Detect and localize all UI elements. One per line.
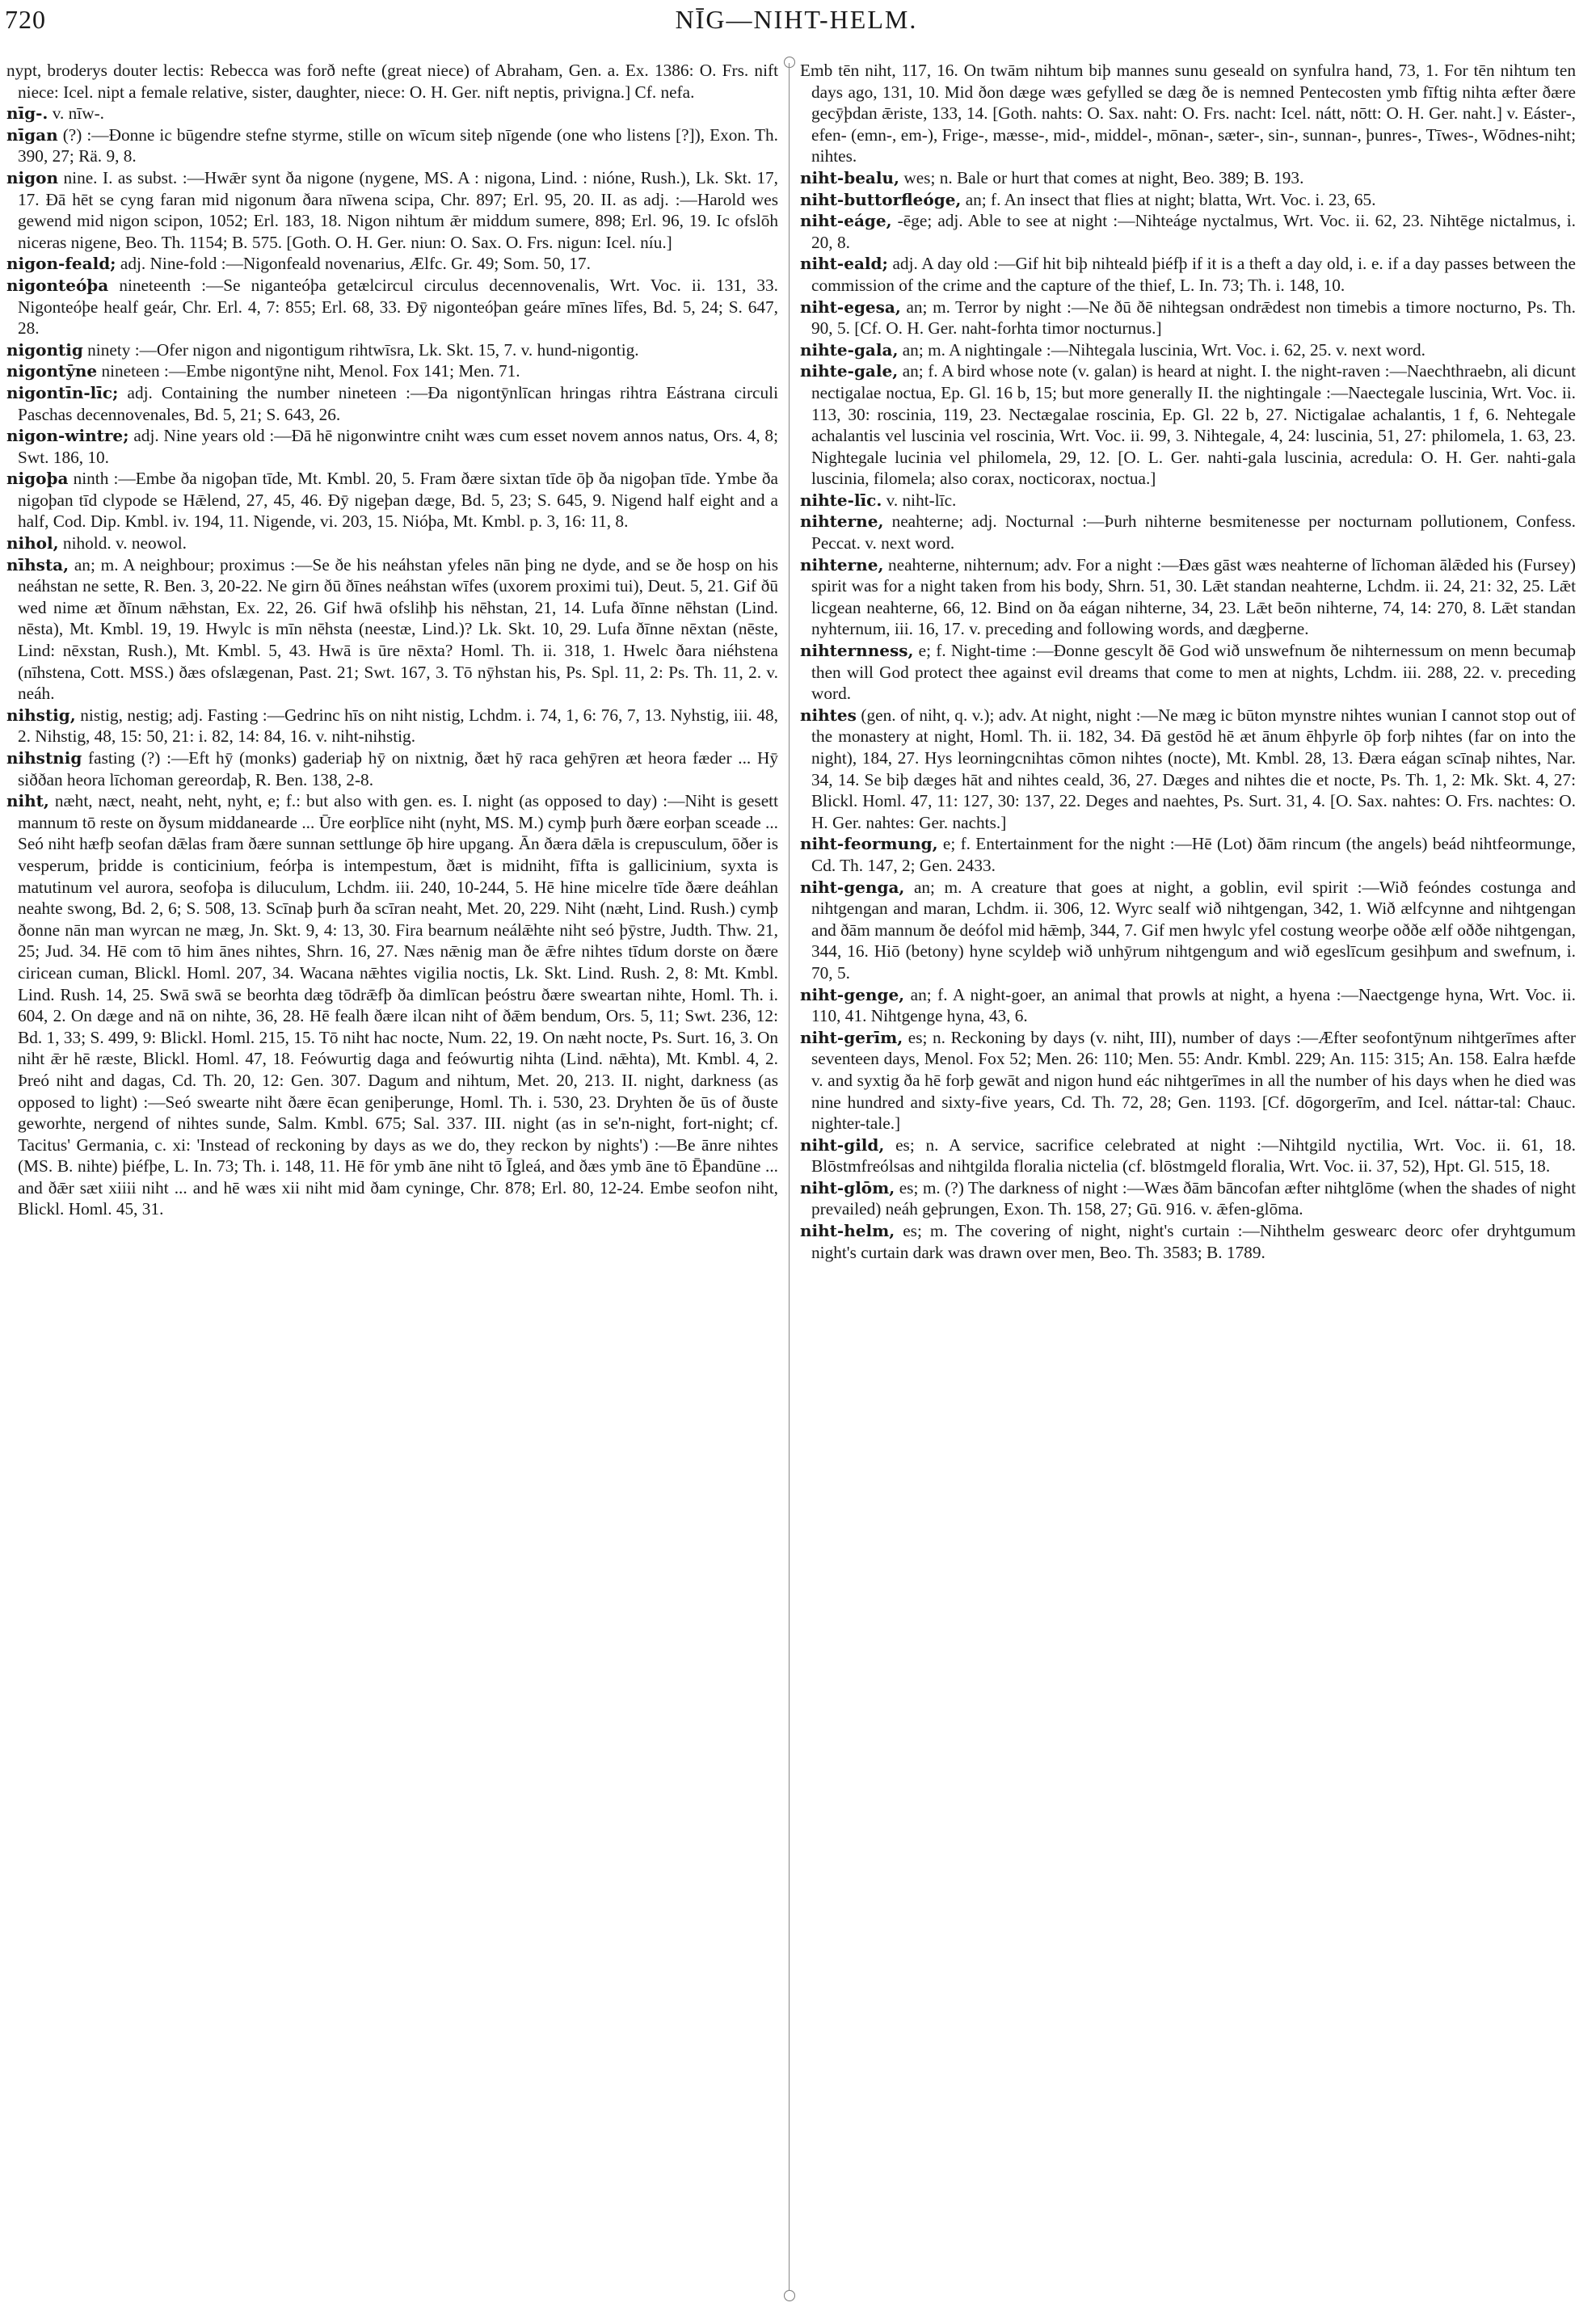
dictionary-entry: [6, 382, 778, 425]
entry-text: neahterne; adj. Nocturnal :—Þurh nihterne besmitenesse per nocturnam pollutionem, Confess. Peccat. v. next word.: [811, 511, 1576, 554]
entry-text: es; n. A service, sacrifice celebrated at night :—Nihtgild nyctilia, Wrt. Voc. ii. 61, 18. Blōstmfreólsas and nihtgilda floralia nictelia (cf. blōstmgeld floralia, Wrt. Voc. ii. 37, 52), Hpt. Gl. 515, 18.: [811, 1134, 1576, 1177]
entry-text: nistig, nestig; adj. Fasting :—Gedrinc hīs on niht nistig, Lchdm. i. 74, 1, 6: 76, 7, 13. Nyhstig, iii. 48, 2. Nihstig, 48, 15: 50, 21: i. 82, 14: 84, 16. v. niht-nihstig.: [18, 705, 778, 747]
dictionary-entry: [6, 339, 778, 361]
headword: nihte-līc.: [800, 490, 882, 510]
entry-text: v. nīw-.: [52, 103, 104, 124]
headword: nihol,: [6, 533, 59, 554]
dictionary-entry: [800, 877, 1576, 984]
dictionary-entry: [6, 60, 778, 103]
dictionary-entry: [800, 554, 1576, 640]
headword: niht-genga,: [800, 877, 905, 897]
headword: nihterne,: [800, 511, 884, 532]
entry-text: nypt, broderys douter lectis: Rebecca was forð nefte (great niece) of Abraham, Gen. a. Ex. 1386: O. Frs. nift niece: Icel. nipt a female relative, sister, daughter, niece: O. H. Ger. nift neptis, privigna.] Cf. nefa.: [6, 61, 778, 102]
dictionary-entry: [6, 790, 778, 1220]
entry-text: Emb tēn niht, 117, 16. On twām nihtum biþ mannes sunu geseald on synfulra hand, 73, 1. For tēn nihtum ten days ago, 131, 10. Mid ðon dæge wæs gefylled se dæg ðe is nemned Pentecosten ymb fīftig nihta æfter ðære gecȳþdan ǣriste, 133, 14. [Goth. nahts: O. Sax. naht: O. Frs. nacht: Icel. nátt, nōtt: O. H. Ger. naht.] v. Eáster-, efen- (emn-, em-), Frige-, mæsse-, mid-, middel-, mōnan-, sæter-, sin-, sunnan-, þunres-, Tīwes-, Wōdnes-niht; nihtes.: [800, 61, 1576, 166]
entry-text: an; m. A nightingale :—Nihtegala luscinia, Wrt. Voc. i. 62, 25. v. next word.: [902, 339, 1425, 360]
entry-text: nihold. v. neowol.: [62, 533, 187, 554]
dictionary-entry: [800, 833, 1576, 876]
entry-text: ninth :—Embe ða nigoþan tīde, Mt. Kmbl. 20, 5. Fram ðære sixtan tīde ōþ ða nigoþan tīde. Ymbe ða nigoþan tīd clypode se Hǣlend, 27, 45, 46. Ðȳ nigeþan dæge, Bd. 5, 23; S. 645, 9. Nigend half eight and a half, Cod. Dip. Kmbl. iv. 194, 11. Nigende, vi. 203, 15. Nióþa, Mt. Kmbl. p. 3, 16: 11, 8.: [18, 469, 778, 532]
column-divider: [789, 63, 790, 2293]
dictionary-entry: [800, 1177, 1576, 1220]
page-header: [5, 5, 1588, 40]
entry-text: e; f. Entertainment for the night :—Hē (Lot) ðām rincum (the angels) beád nihtfeormunge, Cd. Th. 147, 2; Gen. 2433.: [811, 834, 1576, 875]
entry-text: an; f. A night-goer, an animal that prowls at night, a hyena :—Naectgenge hyna, Wrt. Voc. ii. 110, 41. Nihtgenge hyna, 43, 6.: [811, 984, 1576, 1026]
headword: nigontȳne: [6, 361, 98, 381]
headword: nihternness,: [800, 641, 914, 661]
entry-text: v. niht-līc.: [886, 490, 957, 510]
headword: niht-genge,: [800, 984, 905, 1004]
dictionary-entry: [6, 425, 778, 468]
dictionary-entry: [800, 984, 1576, 1027]
headword: nihtes: [800, 705, 857, 725]
entry-text: e; f. Night-time :—Ðonne gescylt ðē God wið unswefnum ðe nihternessum on menn becumaþ then will God protect thee against evil dreams that come to men at nights, Lchdm. iii. 288, 22. v. preceding word.: [811, 641, 1576, 704]
dictionary-entry: [800, 339, 1576, 361]
dictionary-entry: [800, 1027, 1576, 1134]
entry-text: an; m. Terror by night :—Ne ðū ðē nihtegsan ondrǣdest non timebis a timore nocturno, Ps. Th. 90, 5. [Cf. O. H. Ger. naht-forhta timor nocturnus.]: [811, 297, 1576, 339]
dictionary-entry: [800, 189, 1576, 211]
headword: nigontig: [6, 339, 83, 360]
entry-text: an; f. A bird whose note (v. galan) is heard at night. I. the night-raven :—Naechthraebn, ali dicunt nectigalae noctua, Ep. Gl. 16 b, 15; but more generally II. the nightingale :—Naectegale luscinia, Wrt. Voc. ii. 113, 30: roscinia, 119, 23. Nectægalae roscinia, Ep. Gl. 22 b, 27. Nictigalae achalantis, 1 f, 6. Nehtegale achalantis vel luscinia vel roscinia, Wrt. Voc. ii. 99, 3. Nihtegale, 4, 24: luscinia, 51, 27: philomela, 1. 63, 23. Nightegale lucinia vel philomela, 29, 12. [O. L. Ger. nahti-gala luscinia, acredula: O. H. Ger. nahti-gala luscinia, filomela; also corax, nocticorax, noctua.]: [811, 361, 1576, 489]
dictionary-entry: [6, 275, 778, 339]
dictionary-entry: [800, 1220, 1576, 1263]
headword: niht-helm,: [800, 1221, 895, 1241]
entry-text: nine. I. as subst. :—Hwǣr synt ða nigone (nygene, MS. A : nigona, Lind. : nióne, Rush.), Lk. Skt. 17, 17. Ðā hēt se cyng faran mid nigonum ðara nīwena scipa, Chr. 897; Erl. 95, 20. II. as adj. :—Harold wes gewend mid nigon scipon, 1052; Erl. 183, 18. Nigon nihtum ǣr middum sumere, 898; Erl. 96, 19. Ic ofslōh niceras nigene, Beo. Th. 1154; B. 575. [Goth. O. H. Ger. niun: O. Sax. O. Frs. nigun: Icel. níu.]: [18, 167, 778, 252]
dictionary-entry: [6, 167, 778, 253]
headword: nīg-.: [6, 103, 48, 124]
entry-text: adj. Nine years old :—Ðā hē nigonwintre cniht wæs cum esset novem annos natus, Ors. 4, 8; Swt. 186, 10.: [18, 426, 778, 467]
dictionary-entry: [6, 360, 778, 382]
entry-text: (?) :—Ðonne ic būgendre stefne styrme, stille on wīcum siteþ nīgende (one who listens [?]), Exon. Th. 390, 27; Rä. 9, 8.: [18, 124, 778, 166]
headword: nigon-feald;: [6, 254, 116, 274]
entry-text: es; m. (?) The darkness of night :—Wæs ðām bāncofan æfter nihtglōme (when the shades of night prevailed) neáh geþrungen, Exon. Th. 158, 27; Gū. 916. v. ǣfen-glōma.: [811, 1177, 1576, 1219]
column-divider-ornament-bottom: [784, 2290, 795, 2301]
entry-text: (gen. of niht, q. v.); adv. At night, night :—Ne mæg ic būton mynstre nihtes wunian I cannot stop out of the monastery at night, Homl. Th. ii. 182, 34. Ðā gestōd hē æt ānum ēhþyrle ōþ forþ nihtes (far on into the night), 184, 27. Hys leorningcnihtas cōmon nihtes (nocte), Mt. Kmbl. 28, 13. Ðæra eágan scīnaþ nihtes, Nar. 34, 14. Se biþ dæges hāt and nihtes ceald, 36, 27. Dæges and nihtes die et nocte, Ps. Th. 1, 2: Mk. Skt. 4, 27: Blickl. Homl. 47, 11: 127, 30: 137, 22. Deges and naehtes, Ps. Surt. 31, 4. [O. Sax. nahtes: O. Frs. nachtes: O. H. Ger. nahtes: Ger. nachts.]: [811, 705, 1576, 832]
headword: nihte-gale,: [800, 361, 899, 381]
dictionary-entry: [6, 468, 778, 532]
headword: niht-gild,: [800, 1134, 885, 1155]
headword: niht,: [6, 791, 49, 811]
entry-text: -ēge; adj. Able to see at night :—Nihteáge nyctalmus, Wrt. Voc. ii. 62, 23. Nihtēge nictalmus, i. 20, 8.: [811, 211, 1576, 252]
entry-text: neahterne, nihternum; adv. For a night :—Ðæs gāst wæs neahterne of līchoman ālǣded his (Fursey) spirit was for a night taken from his body, Shrn. 51, 30. Lǣt standan neahterne, Lchdm. ii. 24, 21: 32, 25. Lǣt licgean neahterne, 66, 12. Bind on ða eágan nihterne, 34, 23. Lǣt beōn nihterne, 74, 14: 270, 8. Lǣt standan nyhternum, iii. 16, 17. v. preceding and following words, and dægþerne.: [811, 554, 1576, 639]
dictionary-entry: [6, 747, 778, 790]
headword: niht-egesa,: [800, 297, 901, 317]
headword: nigonteóþa: [6, 275, 109, 295]
headword: nigontīn-līc;: [6, 382, 119, 402]
dictionary-entry: [800, 1134, 1576, 1177]
entry-text: fasting (?) :—Eft hȳ (monks) gaderiaþ hȳ on nixtnig, ðæt hȳ raca gehȳren æt heora fæder ... Hȳ siððan heora līchoman gereordaþ, R. Ben. 138, 2-8.: [18, 748, 778, 789]
dictionary-entry: [6, 532, 778, 554]
headword: niht-glōm,: [800, 1177, 895, 1198]
headword: nigon: [6, 167, 59, 187]
entry-text: wes; n. Bale or hurt that comes at night, Beo. 389; B. 193.: [903, 167, 1304, 187]
dictionary-entry: [6, 253, 778, 275]
page-title: NĪG—NIHT-HELM.: [675, 5, 918, 34]
dictionary-entry: [800, 705, 1576, 834]
headword: niht-eáge,: [800, 211, 892, 231]
headword: niht-feormung,: [800, 834, 938, 854]
entry-text: an; m. A neighbour; proximus :—Se ðe his neáhstan yfeles nān þing ne dyde, and se ðe hosp on his neáhstan ne sette, R. Ben. 3, 20-22. Ne girn ðū ðīnes neáhstan wīfes (uxorem proximi tui), Deut. 5, 21. Gif ðū wed nime æt ðīnum nǣhstan, Ex. 22, 26. Gif hwā ofslihþ his nēhstan, 21, 14. Lufa ðīnne nēhstan (Lind. nēsta), Mt. Kmbl. 19, 19. Hwylc is mīn nēhsta (neestæ, Lind.)? Lk. Skt. 10, 29. Lufa ðīnne nēxtan (nēste, Lind: nēxstan, Rush.), Mt. Kmbl. 5, 43. Hwā is ūre nēxta? Homl. Th. ii. 318, 1. Hwelc ðara niéhstena (nīhstena, Cott. MSS.) ðæs ofslægenan, Past. 21; Swt. 167, 3. Tō nȳhstan his, Ps. Spl. 11, 2: Ps. Th. 11, 2. v. neáh.: [18, 554, 778, 704]
headword: nīhsta,: [6, 554, 69, 575]
right-column: [800, 60, 1576, 2298]
entry-text: an; f. An insect that flies at night; blatta, Wrt. Voc. i. 23, 65.: [965, 189, 1376, 209]
dictionary-entry: [800, 167, 1576, 189]
entry-text: adj. Containing the number nineteen :—Ða nigontȳnlīcan hringas rihtra Eástrana circuli Paschas decennovenales, Bd. 5, 21; S. 643, 26.: [18, 382, 778, 424]
dictionary-entry: [800, 640, 1576, 705]
entry-text: es; m. The covering of night, night's curtain :—Nihthelm geswearc deorc ofer dryhtgumum night's curtain dark was drawn over men, Beo. Th. 3583; B. 1789.: [811, 1221, 1576, 1262]
entry-text: adj. Nine-fold :—Nigonfeald novenarius, Ælfc. Gr. 49; Som. 50, 17.: [120, 254, 591, 274]
column-divider-ornament-top: [784, 57, 795, 68]
headword: niht-gerīm,: [800, 1027, 903, 1047]
left-column: [6, 60, 778, 2298]
headword: niht-buttorfleóge,: [800, 189, 962, 209]
dictionary-entry: [800, 297, 1576, 339]
dictionary-entry: [800, 253, 1576, 296]
headword: nihte-gala,: [800, 339, 899, 360]
headword: niht-bealu,: [800, 167, 899, 187]
headword: nihstig,: [6, 705, 76, 725]
entry-text: adj. A day old :—Gif hit biþ nihteald þiéfþ if it is a theft a day old, i. e. if a day passes between the commission of the crime and the capture of the thief, L. In. 73; Th. i. 148, 10.: [811, 254, 1576, 295]
headword: nigon-wintre;: [6, 426, 129, 446]
headword: nihterne,: [800, 554, 884, 575]
dictionary-entry: [6, 124, 778, 167]
headword: niht-eald;: [800, 254, 888, 274]
entry-text: an; m. A creature that goes at night, a goblin, evil spirit :—Wið feóndes costunga and nihtgengan and maran, Lchdm. ii. 306, 12. Wyrc sealf wið nihtgengan, 342, 1. Wið ælfcynne and nihtgengan and ðām mannum ðe deófol mid hǣmþ, 344, 7. Gif men hwylc yfel costung weorþe oððe ælf oððe nihtgengan, 344, 16. Hiō (betony) hyne scyldeþ wið unhȳrum nihtgengum and wið egeslīcum gesihþum and swefnum, i. 70, 5.: [811, 877, 1576, 983]
dictionary-entry: [800, 490, 1576, 511]
headword: nīgan: [6, 124, 58, 145]
headword: nihstnig: [6, 748, 82, 768]
entry-text: ninety :—Ofer nigon and nigontigum rihtwīsra, Lk. Skt. 15, 7. v. hund-nigontig.: [87, 339, 639, 360]
dictionary-entry: [6, 554, 778, 705]
entry-text: nineteen :—Embe nigontȳne niht, Menol. Fox 141; Men. 71.: [101, 361, 520, 381]
dictionary-entry: [800, 360, 1576, 490]
dictionary-entry: [6, 103, 778, 124]
dictionary-entry: [800, 210, 1576, 253]
page-number: 720: [5, 5, 46, 34]
entry-text: næht, næct, neaht, neht, nyht, e; f.: but also with gen. es. I. night (as opposed to day) :—Niht is gesett mannum tō reste on ðysum middanearde ... Ūre eorþlīce niht (nyht, MS. M.) cymþ þurh ðære eorþan sceade ... Seó niht hæfþ seofan dǣlas fram ðære sunnan settlunge ōþ hire upgang. Ān ðæra dǣla is crepusculum, ōðer is vesperum, þridde is conticinium, feórþa is intempestum, ðæt is midniht, fīfta is gallicinium, syxta is matutinum vel aurora, seofoþa is diluculum, Lchdm. iii. 240, 10-244, 5. Hē hine micelre tīde ðære deáhlan neahte swong, Bd. 2, 6; S. 508, 13. Scīnaþ þurh ða scīran neaht, Met. 20, 229. Niht (næht, Lind. Rush.) cymþ ðonne nān man wyrcan ne mæg, Jn. Skt. 9, 4: 13, 30. Fira bearnum neálǣhte niht seó þȳstre, Judth. Thw. 21, 25; Jud. 34. Hē com tō him ānes nihtes, Shrn. 16, 27. Næs nǣnig man ðe ǣfre nihtes tīdum dorste on ðære ciricean cuman, Blickl. Homl. 207, 34. Wacana nǣhtes vigilia noctis, Lk. Skt. Lind. Rush. 2, 8: Mt. Kmbl. Lind. Rush. 14, 25. Swā swā se beorhta dæg tōdrǣfþ ða dimlīcan þeóstru ðære sweartan nihte, Homl. Th. i. 604, 2. On dæge and nā on nihte, 36, 28. Hē fealh ðære ilcan niht of ðǣm bendum, Ors. 5, 11; Swt. 236, 12: Bd. 1, 33; S. 499, 9: Blickl. Homl. 215, 15. Tō niht hac nocte, Num. 22, 19. On næht nocte, Ps. Surt. 16, 3. On niht ǣr hē ræste, Blickl. Homl. 47, 18. Feówurtig daga and feówurtig nihta (Lind. nǣhta), Mt. Kmbl. 4, 2. Þreó niht and dagas, Cd. Th. 20, 12: Gen. 307. Dagum and nihtum, Met. 20, 213. II. night, darkness (as opposed to light) :—Seó swearte niht ðære ēcan geniþerunge, Homl. Th. i. 530, 23. Dryhten ðe ūs of ðuste geworhte, nergend of nihtes sunde, Salm. Kmbl. 675; Sal. 337. III. night (as in se'n-night, fort-night; cf. Tacitus' Germania, c. xi: 'Instead of reckoning by days as we do, they reckon by nights') :—Be ānre nihtes (MS. B. nihte) þiéfþe, L. In. 73; Th. i. 148, 11. Hē fōr ymb āne niht tō Īgleá, and ðæs ymb āne tō Ēþandūne ... and ðǣr sæt xiiii niht ... and hē wæs xii niht mid ðam cyninge, Chr. 878; Erl. 80, 12-24. Embe seofon niht, Blickl. Homl. 45, 31.: [18, 791, 778, 1219]
headword: nigoþa: [6, 469, 69, 489]
dictionary-entry: [6, 705, 778, 747]
dictionary-entry: [800, 511, 1576, 554]
entry-text: nineteenth :—Se niganteóþa getælcircul circulus decennovenalis, Wrt. Voc. ii. 131, 33. Nigonteóþe healf geár, Chr. Erl. 4, 7: 855; Erl. 68, 33. Ðȳ nigonteóþan geáre mīnes līfes, Bd. 5, 24; S. 647, 28.: [18, 275, 778, 339]
dictionary-entry: [800, 60, 1576, 167]
entry-text: es; n. Reckoning by days (v. niht, III), number of days :—Æfter seofontȳnum nihtgerīmes after seventeen days, Menol. Fox 52; Men. 26: 110; Men. 55: Andr. Kmbl. 229; An. 115: 315; An. 158. Ealra hæfde v. and syxtig ða hē forþ gewāt and nigon hund eác nihtgerīmes in all the number of his days when he died was nine hundred and sixty-five years, Cd. Th. 72, 28; Gen. 1193. [Cf. dōgorgerīm, and Icel. náttar-tal: Chauc. nighter-tale.]: [811, 1027, 1576, 1134]
